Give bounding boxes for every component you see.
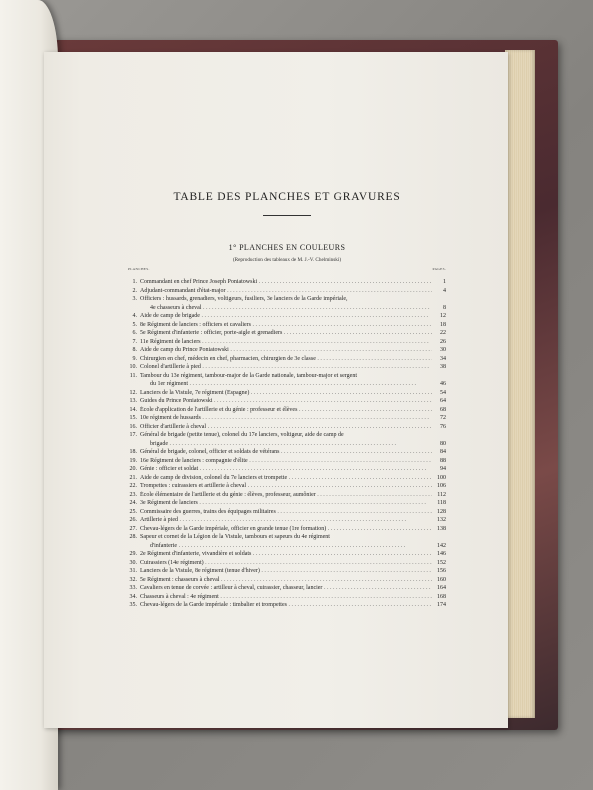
plate-title: 3e Régiment de lanciers . . . [140,499,432,508]
plate-page: 128 [437,508,446,515]
plates-list [128,278,446,610]
plate-number: 24. [129,500,137,506]
plate-page: 138 [437,525,446,532]
plate-number: 28. [129,534,137,540]
plate-title: École élémentaire de l'artillerie et du génie : élèves, professeur, aumônier . . . [140,491,432,500]
plate-title: Chirurgien en chef, médecin en chef, pharmacien, chirurgien de 3e classe . . . [140,355,432,364]
plate-row [128,295,446,304]
plate-page: 94 [440,466,446,472]
plate-page: 72 [440,415,446,421]
plate-page: 1 [443,279,446,285]
plate-number: 32. [129,576,137,583]
plate-title: Général de brigade, colonel, officier et soldats de vétérans . . . [140,448,432,457]
plate-title: Adjudant-commandant d'état-major . . . [140,287,432,296]
plate-number: 5. [132,321,137,328]
plate-number: 13. [129,398,137,404]
plate-number: 2. [132,287,137,294]
plate-title: Commandant en chef Prince Joseph Poniatowski . . . [140,278,432,287]
column-header-pages: PAGES. [432,267,446,271]
plate-row [128,440,446,449]
plate-title: 11e Régiment de lanciers . . . [140,338,432,347]
plate-row [128,508,446,517]
plate-row [128,474,446,483]
plate-number: 21. [129,474,137,481]
title-rule [263,215,311,216]
plate-row [128,567,446,576]
plate-row [128,457,446,466]
plate-page: 142 [437,542,446,549]
page-edges [505,50,535,718]
plate-number: 17. [129,432,137,438]
plate-page: 18 [440,321,446,328]
plate-number: 15. [129,415,137,421]
plate-number: 34. [129,593,137,600]
plate-row [128,601,446,610]
plate-row [128,414,446,423]
plate-title: Commissaire des guerres, trains des équipages militaires . . . [140,508,432,517]
plate-row [128,491,446,500]
plate-title: Tambour du 13e régiment, tambour-major de la Garde nationale, tambour-major et sergent [140,372,357,379]
plate-number: 6. [132,330,137,336]
plate-row [128,329,446,338]
section-title: 1° PLANCHES EN COULEURS [228,243,346,252]
plate-row [128,380,446,389]
plate-title: Génie : officier et soldat . . . [140,465,432,474]
book-page [44,52,508,728]
plate-number: 11. [129,372,137,379]
plate-number: 3. [132,296,137,302]
plate-page: 100 [437,474,446,481]
plate-title: d'infanterie . . . [150,542,442,551]
plate-number: 18. [129,449,137,455]
plate-title: 8e Régiment de lanciers : officiers et cavaliers . . . [140,321,432,330]
plate-number: 23. [129,491,137,498]
plate-title: Aide de camp de division, colonel du 7e lanciers et trompette . . . [140,474,432,483]
plate-page: 174 [437,602,446,608]
plate-number: 16. [129,423,137,430]
plate-row [128,372,446,381]
plate-page: 30 [440,347,446,353]
plate-title: du 1er régiment . . . [150,380,442,389]
plate-title: brigade . . . [150,440,442,449]
plate-number: 10. [129,364,137,370]
plate-row [128,550,446,559]
plate-title: Lanciers de la Vistule, 7e régiment (Espagne) . . . [140,389,432,398]
plate-number: 14. [129,406,137,413]
plate-row [128,593,446,602]
page-title: TABLE DES PLANCHES ET GRAVURES [173,191,401,203]
plate-page: 88 [440,457,446,464]
plate-page: 4 [443,287,446,294]
plate-page: 12 [440,313,446,319]
plate-title: Aide de camp du Prince Poniatowski . . . [140,346,432,355]
plate-number: 25. [129,508,137,515]
plate-row [128,482,446,491]
plate-row [128,406,446,415]
plate-number: 1. [132,279,137,285]
plate-row [128,363,446,372]
plate-number: 7. [132,338,137,345]
plate-row [128,465,446,474]
plate-page: 26 [440,338,446,345]
plate-number: 27. [129,525,137,532]
plate-page: 64 [440,398,446,404]
plate-number: 8. [132,347,137,353]
plate-page: 38 [440,364,446,370]
plate-row [128,355,446,364]
plate-row [128,516,446,525]
plate-row [128,346,446,355]
plate-title: Cavaliers en tenue de corvée : artilleur à cheval, cuirassier, chasseur, lancier . . . [140,584,432,593]
plate-page: 146 [437,551,446,557]
plate-number: 4. [132,313,137,319]
plate-title: 5e Régiment : chasseurs à cheval . . . [140,576,432,585]
plate-title: Chevau-légers de la Garde impériale, officier en grande tenue (1re formation) . . . [140,525,432,534]
plate-title: Cuirassiers (14e régiment) . . . [140,559,432,568]
plate-page: 84 [440,449,446,455]
plate-row [128,304,446,313]
plate-title: Trompettes : cuirassiers et artillerie à cheval . . . [140,482,432,491]
plate-row [128,576,446,585]
plate-page: 112 [437,491,446,498]
plate-page: 34 [440,355,446,362]
plate-page: 160 [437,576,446,583]
plate-page: 22 [440,330,446,336]
plate-number: 30. [129,559,137,566]
plate-title: Aide de camp de brigade . . . [140,312,432,321]
plate-number: 31. [129,568,137,574]
plate-title: Colonel d'artillerie à pied . . . [140,363,432,372]
plate-row [128,559,446,568]
plate-title: Officiers : hussards, grenadiers, voltigeurs, fusiliers, 3e lanciers de la Garde impériale, [140,296,348,302]
plate-title: 5e Régiment d'infanterie : officier, porte-aigle et grenadiers . . . [140,329,432,338]
plate-number: 12. [129,389,137,396]
plate-number: 22. [129,483,137,489]
plate-title: Officier d'artillerie à cheval . . . [140,423,432,432]
plate-page: 8 [443,304,446,311]
plate-page: 68 [440,406,446,413]
plate-row [128,397,446,406]
plate-page: 164 [437,585,446,591]
plate-page: 106 [437,483,446,489]
plate-page: 76 [440,423,446,430]
plate-title: Lanciers de la Vistule, 8e régiment (tenue d'hiver) . . . [140,567,432,576]
plate-row [128,278,446,287]
plate-row [128,338,446,347]
plate-row [128,533,446,542]
plate-title: Chasseurs à cheval : 4e régiment . . . [140,593,432,602]
plate-row [128,312,446,321]
plate-page: 46 [440,381,446,387]
plate-title: Guides du Prince Poniatowski . . . [140,397,432,406]
plate-number: 33. [129,585,137,591]
plate-row [128,431,446,440]
plate-title: Artillerie à pied . . . [140,516,432,525]
plate-page: 168 [437,593,446,600]
plate-number: 29. [129,551,137,557]
plate-row [128,389,446,398]
plate-row [128,542,446,551]
plate-page: 118 [437,500,446,506]
plate-title: 4e chasseurs à cheval . . . [150,304,442,313]
section-note: (Reproduction des tableaux de M. J.-V. Chelminski) [232,257,342,263]
plate-title: Général de brigade (petite tenue), colonel du 17e lanciers, voltigeur, aide de camp de [140,432,344,438]
plate-title: Chevau-légers de la Garde impériale : timbalier et trompettes . . . [140,601,432,610]
plate-number: 9. [132,355,137,362]
plate-number: 35. [129,602,137,608]
plate-row [128,499,446,508]
plate-row [128,321,446,330]
plate-row [128,525,446,534]
plate-number: 26. [129,517,137,523]
plate-title: Sapeur et cornet de la Légion de la Vistule, tambours et sapeurs du 4e régiment [140,534,330,540]
plate-title: 16e Régiment de lanciers : compagnie d'élite . . . [140,457,432,466]
plate-page: 152 [437,559,446,566]
plate-row [128,448,446,457]
plate-number: 20. [129,466,137,472]
plate-page: 156 [437,568,446,574]
column-header-planches: PLANCHES. [128,267,150,271]
plate-row [128,423,446,432]
plate-title: 2e Régiment d'infanterie, vivandière et soldats . . . [140,550,432,559]
plate-row [128,584,446,593]
plate-page: 80 [440,440,446,447]
plate-row [128,287,446,296]
plate-page: 132 [437,517,446,523]
plate-title: 10e régiment de hussards . . . [140,414,432,423]
plate-number: 19. [129,457,137,464]
plate-title: École d'application de l'artillerie et du génie : professeur et élèves . . . [140,406,432,415]
plate-page: 54 [440,389,446,396]
